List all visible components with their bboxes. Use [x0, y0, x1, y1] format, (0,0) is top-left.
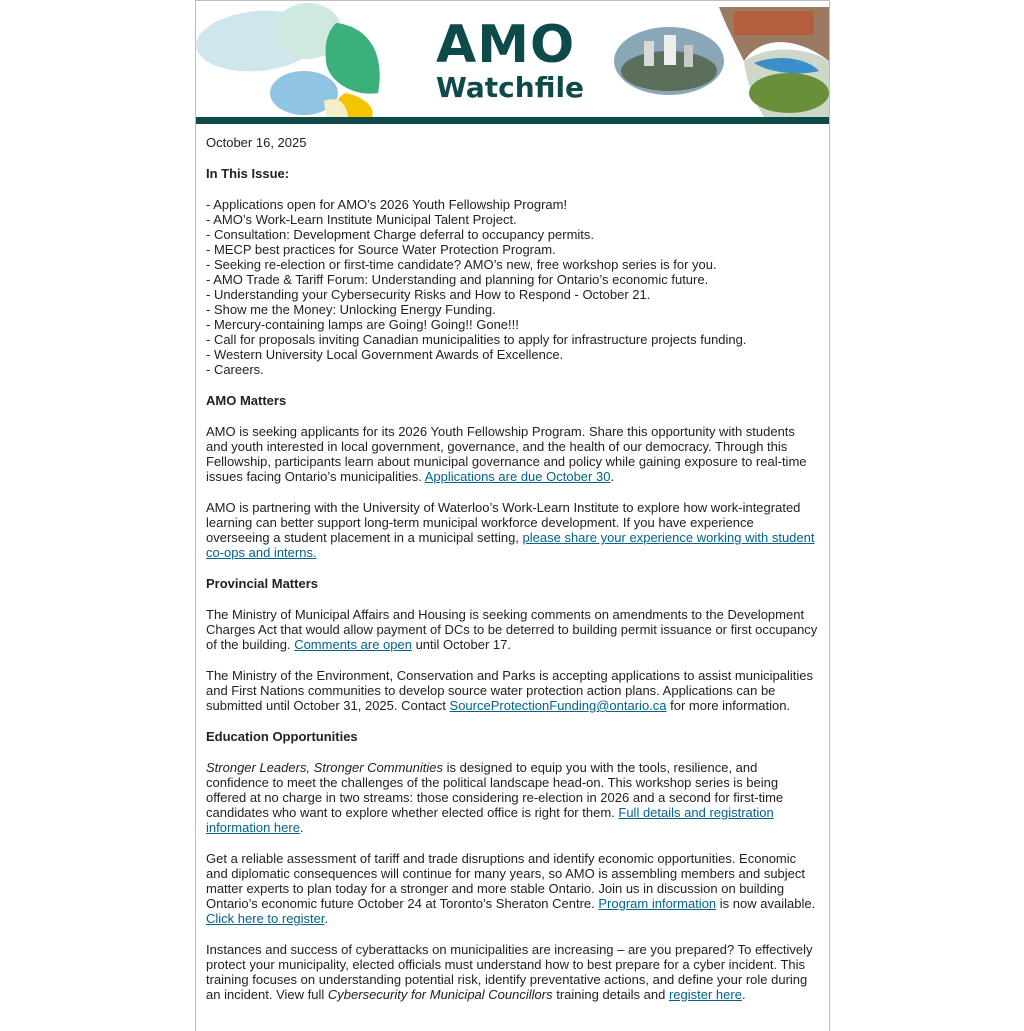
email-body	[195, 0, 830, 1031]
paragraph-text: training details and	[552, 987, 669, 1002]
toc-item: - Western University Local Government Awards of Excellence.	[206, 347, 564, 362]
paragraph-text: Get a reliable assessment of tariff and trade disruptions and identify economic opportunities. Economic and diplomatic consequences will continue for many years, so AMO is assembling members and subject matter experts to plan today for a stronger and more stable Ontario. Join us in discussion on building Ontario’s economic future October 24 at Toronto’s Sheraton Centre.	[206, 851, 806, 911]
source-protection-email-link[interactable]: SourceProtectionFunding@ontario.ca	[449, 698, 667, 713]
applications-due-link[interactable]: Applications are due October 30	[424, 469, 611, 484]
header-banner	[196, 1, 829, 117]
city-photo-collage	[614, 1, 829, 117]
trade-tariff-paragraph	[206, 851, 819, 926]
register-here-link[interactable]: register here	[668, 987, 742, 1002]
toc-item: - Call for proposals inviting Canadian municipalities to apply for infrastructure projects funding.	[206, 332, 747, 347]
provincial-matters-heading: Provincial Matters	[206, 576, 318, 591]
paragraph-text: The Ministry of the Environment, Conservation and Parks is accepting applications to assist municipalities and First Nations communities to develop source water protection action plans. Applications can be submitted until October 31, 2025. Contact	[206, 668, 813, 713]
full-details-link[interactable]: Full details and registration information here	[206, 805, 774, 835]
toc-item: - Consultation: Development Charge deferral to occupancy permits.	[206, 227, 595, 242]
development-charges-paragraph	[206, 607, 819, 652]
course-title: Cybersecurity for Municipal Councillors	[327, 987, 553, 1002]
paragraph-text: is now available.	[716, 896, 816, 911]
toc-list	[206, 197, 819, 377]
paragraph-text: until October 17.	[411, 637, 511, 652]
logo-watchfile-text: Watchfile	[436, 71, 585, 104]
toc-item: - AMO’s Work-Learn Institute Municipal Talent Project.	[206, 212, 517, 227]
toc-item: - Applications open for AMO’s 2026 Youth Fellowship Program!	[206, 197, 568, 212]
toc-item: - MECP best practices for Source Water Protection Program.	[206, 242, 556, 257]
paragraph-text: .	[610, 469, 615, 484]
toc-item: - AMO Trade & Tariff Forum: Understanding and planning for Ontario’s economic future.	[206, 272, 709, 287]
amo-matters-heading: AMO Matters	[206, 393, 287, 408]
program-title: Stronger Leaders, Stronger Communities	[206, 760, 444, 775]
paragraph-text: Instances and success of cyberattacks on municipalities are increasing – are you prepared? To effectively protect your municipality, elected officials must understand how to best prepare for a cyber incident. This training focuses on understanding potential risk, identify preventative actions, and define your role during an incident. View full	[206, 942, 813, 1002]
cybersecurity-paragraph	[206, 942, 819, 1002]
comments-open-link[interactable]: Comments are open	[294, 637, 412, 652]
paragraph-text: The Ministry of Municipal Affairs and Housing is seeking comments on amendments to the Development Charges Act that would allow payment of DCs to be deterred to building permit issuance or first occupancy of the building.	[206, 607, 818, 652]
issue-date: October 16, 2025	[206, 135, 307, 150]
click-to-register-link[interactable]: Click here to register	[206, 911, 325, 926]
petal-graphic-left	[196, 1, 396, 117]
paragraph-text: for more information.	[666, 698, 791, 713]
share-experience-link[interactable]: please share your experience working with student co-ops and interns.	[206, 530, 815, 560]
education-heading: Education Opportunities	[206, 729, 358, 744]
program-information-link[interactable]: Program information	[598, 896, 717, 911]
toc-item: - Mercury-containing lamps are Going! Going!! Gone!!!	[206, 317, 519, 332]
toc-item: - Seeking re-election or first-time candidate? AMO’s new, free workshop series is for you.	[206, 257, 717, 272]
paragraph-text: .	[741, 987, 746, 1002]
stronger-leaders-paragraph	[206, 760, 819, 835]
newsletter-content	[196, 124, 829, 1002]
paragraph-text: AMO is partnering with the University of Waterloo’s Work-Learn Institute to explore how work-integrated learning can better support long-term municipal workforce development. If you have experience overseeing a student placement in a municipal setting,	[206, 500, 801, 545]
banner-bar	[196, 117, 829, 124]
work-learn-paragraph	[206, 500, 819, 560]
paragraph-text: AMO is seeking applicants for its 2026 Youth Fellowship Program. Share this opportunity with students and youth interested in local government, governance, and the health of our democracy. Through this Fellowship, participants learn about municipal governance and policy while gaining exposure to real-time issues facing Ontario’s municipalities.	[206, 424, 807, 484]
source-water-paragraph	[206, 668, 819, 713]
toc-item: - Show me the Money: Unlocking Energy Funding.	[206, 302, 496, 317]
amo-watchfile-logo	[436, 15, 596, 104]
toc-item: - Careers.	[206, 362, 264, 377]
logo-amo-text: AMO	[436, 15, 576, 75]
paragraph-text: is designed to equip you with the tools, resilience, and confidence to meet the challenges of the political landscape head-on. This workshop series is being offered at no charge in two streams: those considering re-election in 2026 and a second for first-time candidates who want to explore whether elected office is right for them.	[206, 760, 784, 820]
toc-heading: In This Issue:	[206, 166, 290, 181]
toc-item: - Understanding your Cybersecurity Risks and How to Respond - October 21.	[206, 287, 651, 302]
paragraph-text: .	[299, 820, 304, 835]
youth-fellowship-paragraph	[206, 424, 819, 484]
paragraph-text: .	[324, 911, 329, 926]
